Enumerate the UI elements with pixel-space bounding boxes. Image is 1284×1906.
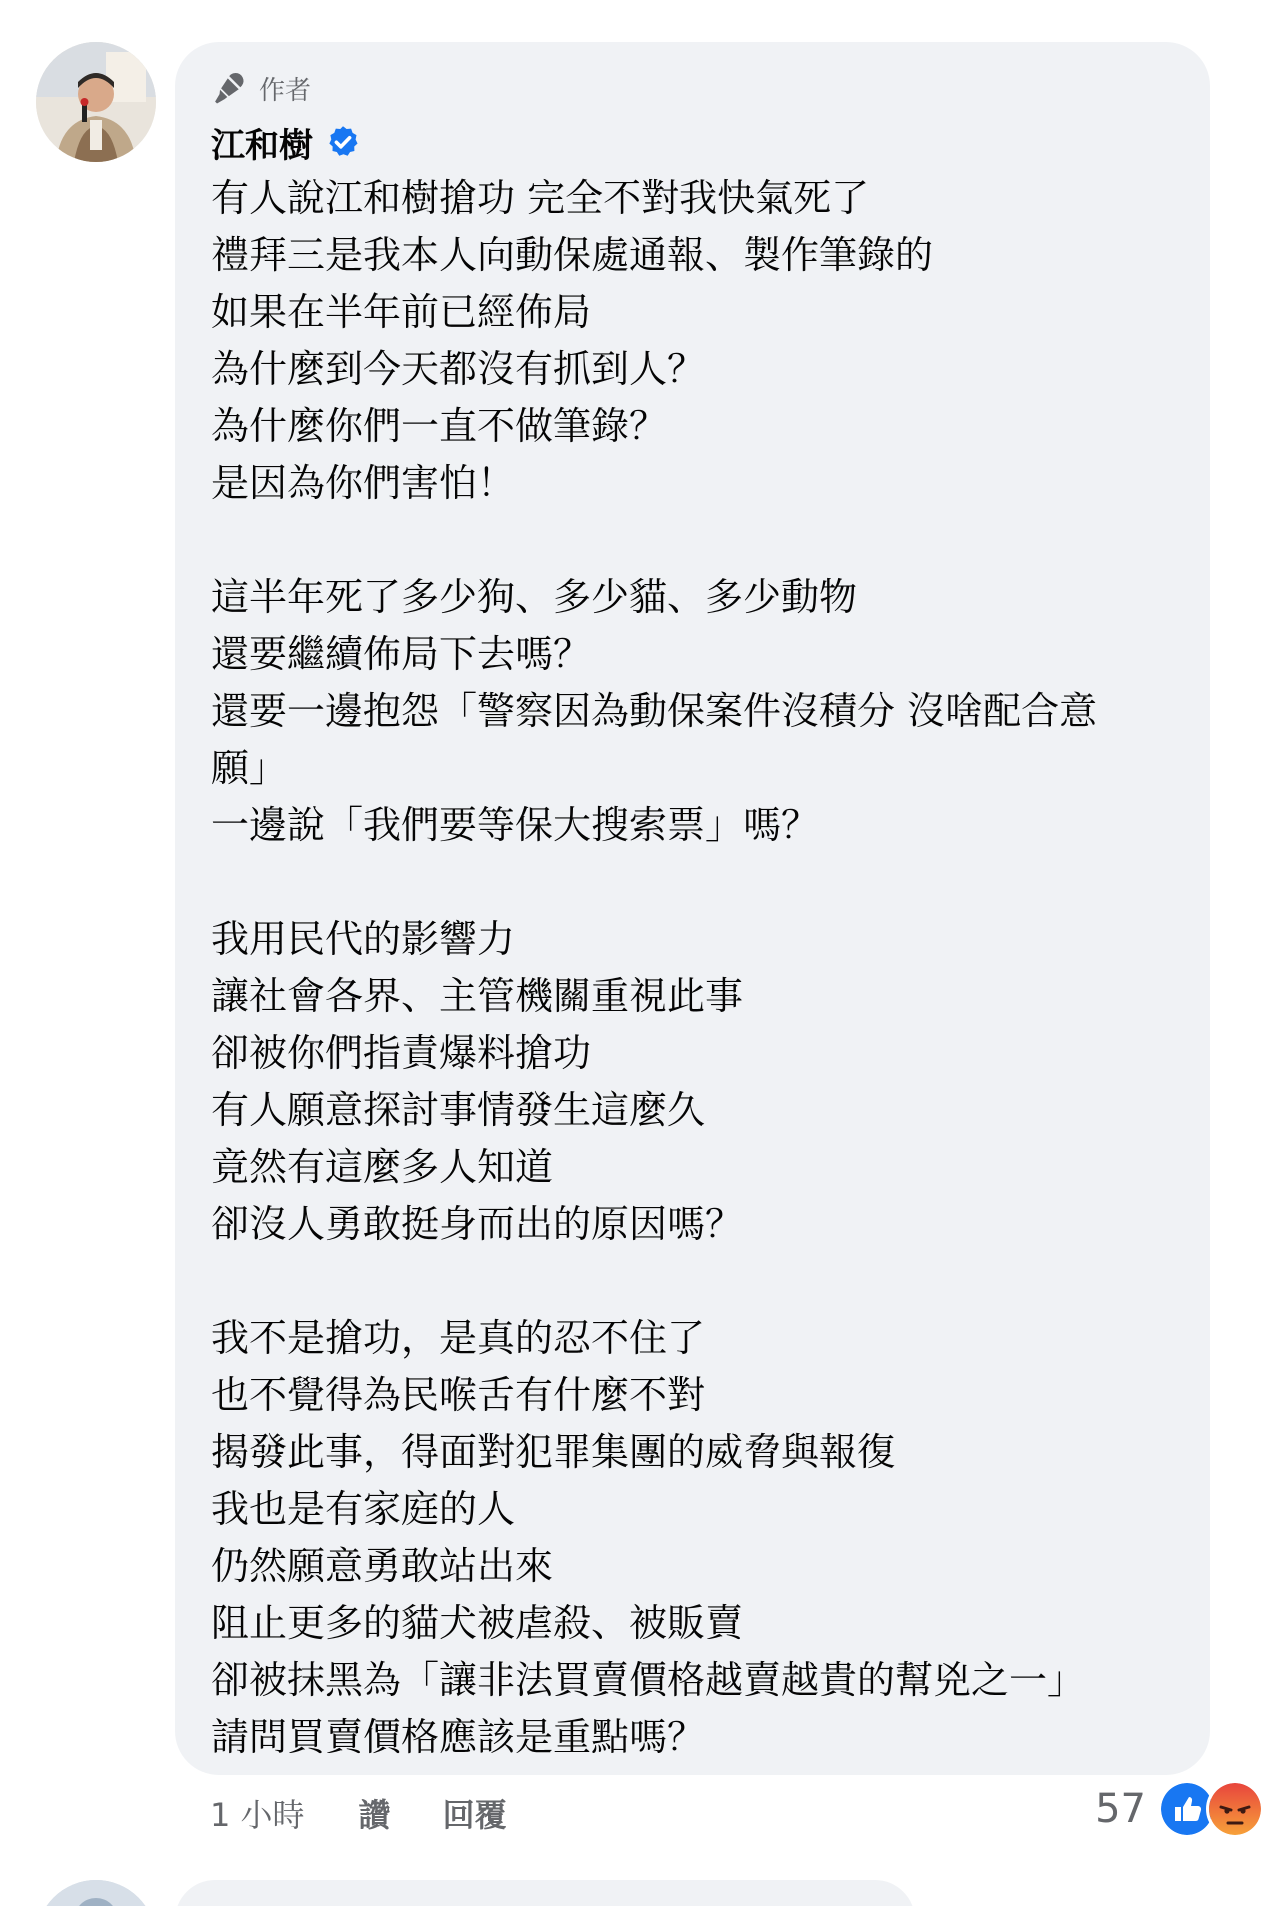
reaction-summary[interactable] — [1095, 1780, 1264, 1838]
next-comment-avatar[interactable] — [36, 1880, 156, 1906]
microphone-icon — [211, 69, 249, 107]
next-comment-bubble — [175, 1880, 915, 1906]
reaction-count: 57 — [1095, 1786, 1146, 1832]
verified-badge-icon — [325, 124, 361, 160]
avatar-photo — [36, 42, 156, 162]
author-badge-label: 作者 — [259, 75, 312, 106]
comment-timestamp[interactable]: 1 小時 — [210, 1796, 305, 1834]
author-row — [211, 116, 1170, 168]
next-avatar-photo — [36, 1880, 156, 1906]
comment-body: 有人說江和樹搶功 完全不對我快氣死了 禮拜三是我本人向動保處通報、製作筆錄的 如果在半年前已經佈局 為什麼到今天都沒有抓到人？ 為什麼你們一直不做筆錄？ 是因為你們害怕！ 這半年死了多少狗、多少貓、多少動物 還要繼續佈局下去嗎？ 還要一邊抱怨「警察因為動保案件沒積分 沒啥配合意願」 一邊說「我們要等保大搜索票」嗎？ 我用民代的影響力 讓社會各界、主管機關重視此事 卻被你們指責爆料搶功 有人願意探討事情發生這麼久 竟然有這麼多人知道 卻沒人勇敢挺身而出的原因嗎？ 我不是搶功，是真的忍不住了 也不覺得為民喉舌有什麼不對 揭發此事，得面對犯罪集團的威脅與報復 我也是有家庭的人 仍然願意勇敢站出來 阻止更多的貓犬被虐殺、被販賣 卻被抹黑為「讓非法買賣價格越賣越貴的幫兇之一」 請問買賣價格應該是重點嗎？ — [211, 176, 1098, 1759]
angry-icon — [1206, 1780, 1264, 1838]
comment-bubble — [175, 42, 1210, 1775]
author-badge — [211, 66, 1170, 110]
reply-button[interactable]: 回覆 — [442, 1796, 507, 1834]
author-avatar[interactable] — [36, 42, 156, 162]
like-button[interactable]: 讚 — [358, 1796, 391, 1834]
comment-actions — [210, 1790, 559, 1836]
author-name[interactable]: 江和樹 — [211, 125, 313, 166]
